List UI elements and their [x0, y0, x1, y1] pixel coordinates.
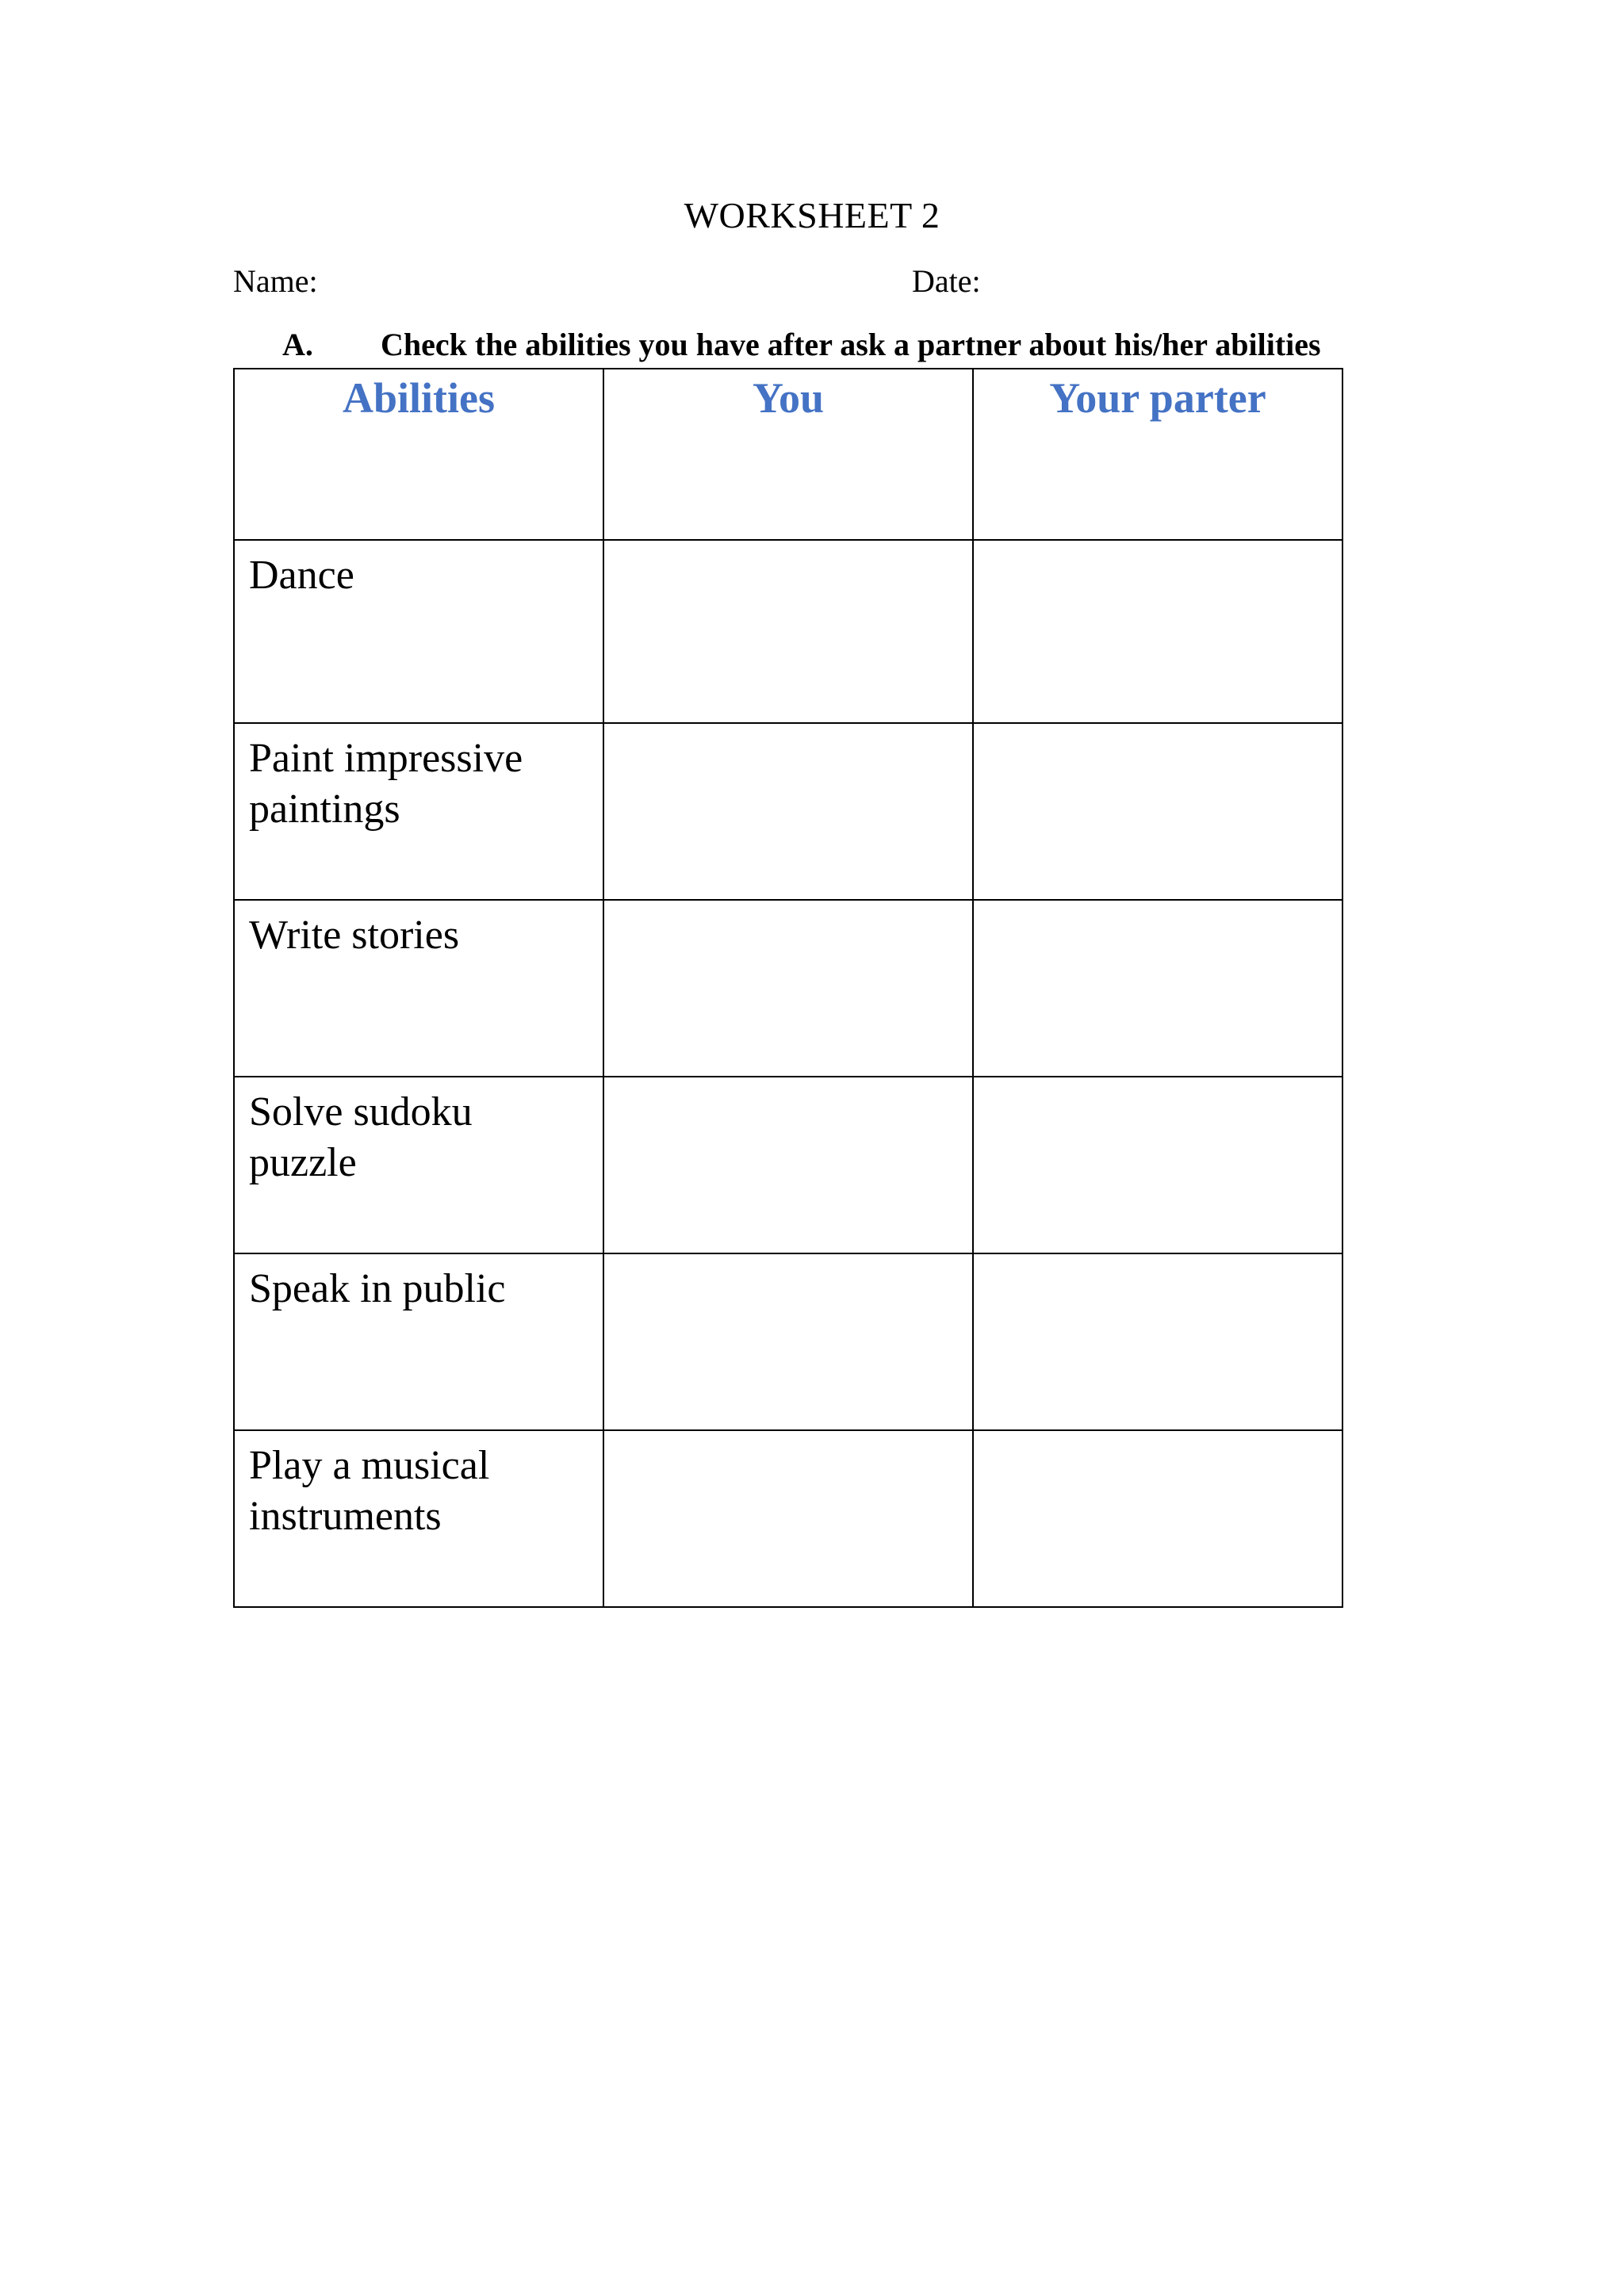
- header-row: [234, 369, 1342, 540]
- worksheet-title: WORKSHEET 2: [684, 195, 940, 235]
- partner-check-cell[interactable]: [973, 900, 1342, 1077]
- table-row: [234, 1077, 1342, 1253]
- table-row: [234, 900, 1342, 1077]
- you-check-cell[interactable]: [603, 723, 973, 900]
- you-check-cell[interactable]: [603, 900, 973, 1077]
- partner-check-cell[interactable]: [973, 723, 1342, 900]
- you-check-cell[interactable]: [603, 1253, 973, 1430]
- table-row: [234, 1253, 1342, 1430]
- ability-cell: Solve sudoku puzzle: [234, 1077, 603, 1253]
- name-label: Name:: [233, 263, 318, 299]
- ability-cell: Dance: [234, 540, 603, 723]
- you-check-cell[interactable]: [603, 1430, 973, 1607]
- partner-check-cell[interactable]: [973, 540, 1342, 723]
- table-row: [234, 1430, 1342, 1607]
- section-letter: A.: [282, 327, 313, 362]
- partner-check-cell[interactable]: [973, 1430, 1342, 1607]
- header-your-partner: Your parter: [973, 369, 1342, 540]
- partner-check-cell[interactable]: [973, 1253, 1342, 1430]
- date-label: Date:: [912, 263, 981, 299]
- header-you: You: [603, 369, 973, 540]
- section-instruction: [282, 325, 1321, 365]
- table-row: [234, 723, 1342, 900]
- table-row: [234, 540, 1342, 723]
- you-check-cell[interactable]: [603, 540, 973, 723]
- abilities-table: [233, 368, 1343, 1608]
- you-check-cell[interactable]: [603, 1077, 973, 1253]
- partner-check-cell[interactable]: [973, 1077, 1342, 1253]
- ability-cell: Write stories: [234, 900, 603, 1077]
- ability-cell: Paint impressive paintings: [234, 723, 603, 900]
- instruction-text: Check the abilities you have after ask a partner about his/her abilities: [381, 327, 1321, 362]
- ability-cell: Speak in public: [234, 1253, 603, 1430]
- ability-cell: Play a musical instruments: [234, 1430, 603, 1607]
- header-abilities: Abilities: [234, 369, 603, 540]
